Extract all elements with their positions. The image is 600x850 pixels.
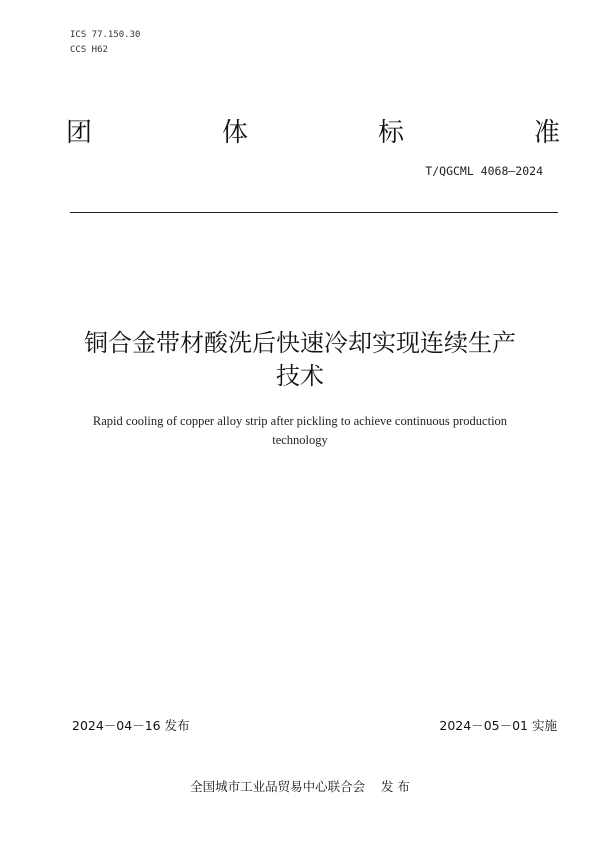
publisher: 全国城市工业品贸易中心联合会 发 布 (190, 779, 410, 794)
ics-code: ICS 77.150.30 (70, 30, 141, 40)
category-char: 标 (377, 118, 404, 148)
ccs-code: CCS H62 (70, 45, 108, 55)
title-zh-line-2: 技术 (276, 362, 324, 390)
title-en-line-1: Rapid cooling of copper alloy strip after pickling to achieve continuous production (92, 414, 508, 428)
implementation-date: 2024－05－01 实施 (439, 718, 557, 733)
title-en-line-2: technology (272, 433, 328, 447)
header-divider (70, 212, 558, 213)
title-zh-line-1: 铜合金带材酸洗后快速冷却实现连续生产 (84, 329, 516, 357)
category-char: 准 (533, 118, 560, 148)
category-char: 团 (66, 118, 93, 148)
category-char: 体 (221, 118, 248, 148)
document-title-chinese (60, 327, 540, 393)
classification-codes (70, 28, 140, 58)
standard-number: T/QGCML 4068—2024 (425, 164, 543, 178)
document-title-english (55, 412, 545, 450)
issue-date: 2024－04－16 发布 (72, 718, 190, 733)
standard-category-heading (66, 112, 560, 149)
